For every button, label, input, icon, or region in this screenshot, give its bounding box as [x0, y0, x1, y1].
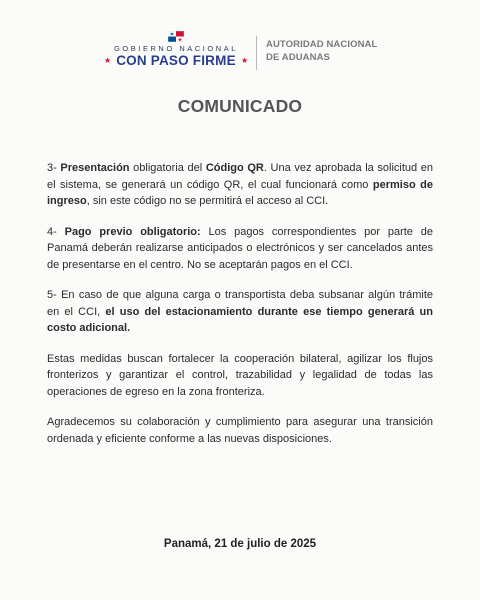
- star-icon: ★: [104, 56, 112, 65]
- document-body: [47, 160, 433, 461]
- document-title: COMUNICADO: [177, 96, 303, 116]
- bold-text: el uso del estacionamiento durante ese tiempo generará un costo adicional.: [47, 305, 433, 334]
- paragraph-measures: Estas medidas buscan fortalecer la cooperación bilateral, agilizar los flujos fronterizos y garantizar el control, trazabilidad y legalidad de todas las operaciones de egreso en la zona fronteriza.: [47, 352, 433, 398]
- bold-text: Pago previo obligatorio:: [64, 225, 201, 238]
- header-divider: [256, 36, 257, 70]
- bold-text: Código QR: [205, 162, 264, 174]
- bold-text: Presentación: [60, 162, 130, 174]
- government-slogan: CON PASO FIRME: [116, 53, 236, 68]
- agency-name-line2: DE ADUANAS: [266, 52, 330, 63]
- agency-name-line1: AUTORIDAD NACIONAL: [266, 39, 378, 50]
- agency-name: [266, 38, 377, 64]
- item-number: 4-: [47, 225, 65, 238]
- paragraph-thanks: Agradecemos su colaboración y cumplimiento para asegurar una transición ordenada y eficiente conforme a las nuevas disposiciones.: [47, 416, 433, 445]
- header: [0, 26, 480, 76]
- body-text: 5- En caso de que alguna carga o transportista deba subsanar algún trámite en el CCI,: [47, 289, 433, 318]
- body-text: obligatoria del: [129, 162, 206, 174]
- paragraph-item-3: [47, 160, 433, 210]
- document-date: Panamá, 21 de julio de 2025: [163, 538, 317, 550]
- star-icon: ★: [241, 56, 249, 65]
- paragraph-item-4: [47, 224, 433, 274]
- bold-text: permiso de ingreso: [47, 178, 434, 207]
- body-text: , sin este código no se permitirá el acceso al CCI.: [86, 195, 329, 207]
- panama-flag-icon: [168, 31, 184, 42]
- body-text: . Una vez aprobada la solicitud en el sistema, se generará un código QR, el cual funcionará como: [47, 162, 434, 191]
- paragraph-item-5: [47, 287, 433, 337]
- government-label: GOBIERNO NACIONAL: [114, 44, 238, 53]
- item-number: 3-: [47, 162, 61, 174]
- body-text: Los pagos correspondientes por parte de Panamá deberán realizarse anticipados o electrónicos y ser cancelados antes de presentarse en el centro. No se aceptarán pagos en el CCI.: [47, 225, 433, 271]
